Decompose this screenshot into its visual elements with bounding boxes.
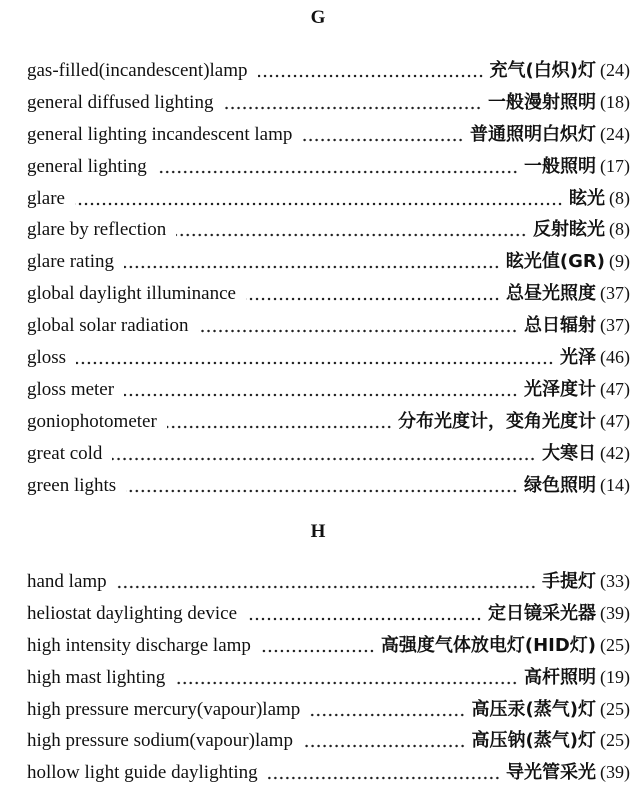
glossary-entry (27, 440, 630, 472)
dot-leader (246, 297, 500, 301)
glossary-entry (27, 696, 630, 728)
entry-page-ref: (42) (600, 442, 630, 463)
entry-page-ref: (47) (600, 378, 630, 399)
entry-translation: 高强度气体放电灯(HID灯) (380, 634, 596, 656)
entry-term: glare by reflection (27, 219, 167, 241)
dot-leader (76, 361, 554, 365)
entry-translation: 充气(白炽)灯 (489, 60, 596, 81)
entry-translation: 高压钠(蒸气)灯 (471, 730, 596, 752)
entry-page-ref: (19) (600, 666, 630, 687)
dot-leader (302, 138, 464, 142)
entry-translation: 总昼光照度 (506, 283, 596, 305)
entry-translation: 总日辐射 (524, 315, 596, 337)
entry-page-ref: (47) (600, 410, 630, 431)
entry-page-ref: (17) (600, 155, 630, 176)
dot-leader (303, 744, 466, 748)
dot-leader (117, 585, 536, 589)
dot-leader (175, 681, 518, 685)
glossary-entry (27, 727, 630, 759)
entry-translation: 分布光度计，变角光度计 (398, 410, 596, 432)
entry-term: general diffused lighting (27, 91, 214, 113)
glossary-entry (27, 376, 630, 408)
entry-term: high pressure mercury(vapour)lamp (27, 698, 301, 720)
glossary-entry (27, 121, 630, 153)
entry-term: gloss (27, 347, 67, 369)
entry-page-ref: (25) (600, 634, 630, 655)
entry-translation: 一般漫射照明 (488, 91, 596, 113)
glossary-entry (27, 472, 630, 504)
entry-page-ref: (39) (600, 762, 630, 783)
entry-page-ref: (33) (600, 571, 630, 591)
entry-translation: 绿色照明 (524, 474, 596, 496)
entry-term: glare (27, 187, 65, 209)
dot-leader (261, 649, 375, 653)
entry-term: global daylight illuminance (27, 283, 236, 305)
dot-leader (176, 233, 527, 237)
entry-translation: 高压汞(蒸气)灯 (471, 698, 596, 720)
entry-page-ref: (25) (600, 698, 630, 719)
dot-leader (268, 776, 500, 780)
dot-leader (247, 617, 482, 621)
entry-translation: 导光管采光 (506, 762, 596, 784)
entry-translation: 眩光 (569, 187, 605, 209)
dot-leader (198, 329, 518, 333)
entry-term: great cold (27, 442, 103, 464)
glossary-entry (27, 344, 630, 376)
glossary-entry (27, 185, 630, 217)
entry-translation: 普通照明白炽灯 (470, 123, 596, 145)
glossary-entry (27, 280, 630, 312)
dot-leader (75, 202, 563, 206)
dot-leader (310, 713, 465, 717)
entry-term: green lights (27, 474, 117, 496)
entry-term: hollow light guide daylighting (27, 762, 258, 784)
glossary-entry (27, 600, 630, 632)
entry-page-ref: (37) (600, 283, 630, 304)
entry-page-ref: (9) (609, 251, 630, 272)
glossary-entry (27, 632, 630, 664)
glossary-entry (27, 153, 630, 185)
entry-term: hand lamp (27, 571, 107, 592)
entry-translation: 高杆照明 (524, 666, 596, 688)
dot-leader (223, 106, 482, 110)
glossary-entry (27, 248, 630, 280)
section-heading-g: G (310, 7, 326, 28)
dot-leader (112, 457, 536, 461)
entry-translation: 大寒日 (542, 442, 596, 464)
dot-leader (157, 170, 518, 174)
entry-page-ref: (18) (600, 91, 630, 112)
entry-list-g (27, 57, 630, 503)
entry-term: gloss meter (27, 378, 115, 400)
entry-term: goniophotometer (27, 410, 157, 432)
entry-term: high pressure sodium(vapour)lamp (27, 730, 293, 752)
section-heading-h: H (310, 521, 326, 542)
entry-term: high intensity discharge lamp (27, 634, 251, 656)
entry-translation: 定日镜采光器 (488, 602, 596, 624)
entry-page-ref: (37) (600, 315, 630, 336)
glossary-entry (27, 664, 630, 696)
entry-page-ref: (46) (600, 347, 630, 368)
entry-term: gas-filled(incandescent)lamp (27, 60, 248, 81)
entry-page-ref: (14) (600, 474, 630, 495)
entry-term: general lighting (27, 155, 147, 177)
dot-leader (126, 489, 518, 493)
glossary-entry (27, 89, 630, 121)
glossary-entry (27, 568, 630, 600)
entry-page-ref: (24) (600, 60, 630, 80)
entry-term: glare rating (27, 251, 115, 273)
entry-term: general lighting incandescent lamp (27, 123, 293, 145)
entry-term: global solar radiation (27, 315, 189, 337)
entry-term: heliostat daylighting device (27, 602, 238, 624)
entry-term: high mast lighting (27, 666, 166, 688)
dot-leader (124, 393, 518, 397)
glossary-entry (27, 408, 630, 440)
entry-page-ref: (8) (609, 219, 630, 240)
glossary-entry (27, 759, 630, 791)
entry-translation: 眩光值(GR) (505, 251, 605, 273)
entry-translation: 光泽 (560, 347, 596, 369)
entry-page-ref: (8) (609, 187, 630, 208)
glossary-entry (27, 312, 630, 344)
entry-translation: 光泽度计 (524, 378, 596, 400)
entry-page-ref: (39) (600, 602, 630, 623)
dot-leader (258, 74, 484, 78)
dot-leader (124, 265, 500, 269)
entry-list-h (27, 568, 630, 791)
glossary-entry (27, 57, 630, 89)
entry-page-ref: (25) (600, 730, 630, 751)
entry-translation: 一般照明 (524, 155, 596, 177)
dot-leader (167, 425, 392, 429)
entry-translation: 反射眩光 (533, 219, 605, 241)
glossary-entry (27, 216, 630, 248)
entry-translation: 手提灯 (542, 571, 596, 592)
entry-page-ref: (24) (600, 123, 630, 144)
